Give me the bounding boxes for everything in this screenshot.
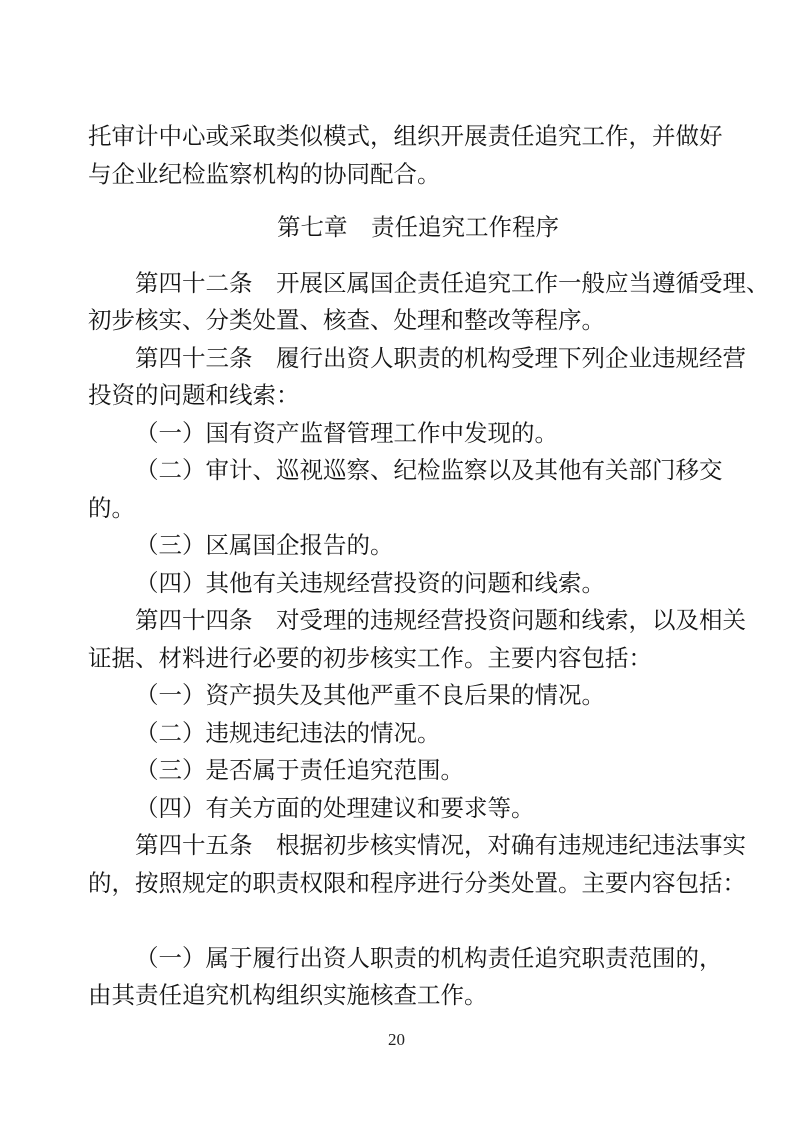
paragraph	[88, 752, 748, 790]
paragraph	[88, 790, 748, 828]
text-line: （二）违规违纪违法的情况。	[135, 719, 441, 746]
paragraph	[88, 677, 748, 715]
text-line: （一）国有资产监督管理工作中发现的。	[135, 419, 558, 446]
text-line: 第四十四条 对受理的违规经营投资问题和线索，以及相关	[135, 607, 746, 633]
text-line: （四）其他有关违规经营投资的问题和线索。	[135, 569, 605, 596]
paragraph	[88, 827, 748, 902]
paragraph	[88, 118, 748, 193]
text-line: 证据、材料进行必要的初步核实工作。主要内容包括：	[88, 644, 652, 671]
page-number: 20	[388, 1030, 405, 1049]
text-line: 的，按照规定的职责权限和程序进行分类处置。主要内容包括：	[88, 869, 746, 896]
text-line: （三）是否属于责任追究范围。	[135, 757, 464, 783]
paragraph	[88, 565, 748, 603]
document-body	[88, 118, 770, 1015]
text-line: 投资的问题和线索：	[88, 382, 300, 408]
text-line: 的。	[88, 494, 135, 521]
blank-line	[88, 902, 748, 940]
paragraph	[88, 415, 748, 453]
text-line: 第四十二条 开展区属国企责任追究工作一般应当遵循受理、	[135, 269, 770, 296]
text-line: （三）区属国企报告的。	[135, 532, 394, 558]
text-line: 由其责任追究机构组织实施核查工作。	[88, 982, 488, 1008]
paragraph	[88, 527, 748, 565]
text-line: （二）审计、巡视巡察、纪检监察以及其他有关部门移交	[135, 457, 723, 483]
paragraph	[88, 715, 748, 753]
text-line: 托审计中心或采取类似模式，组织开展责任追究工作，并做好	[88, 123, 723, 149]
text-line: （四）有关方面的处理建议和要求等。	[135, 794, 535, 821]
text-line: （一）属于履行出资人职责的机构责任追究职责范围的，	[135, 944, 723, 971]
text-line: 第四十五条 根据初步核实情况，对确有违规违纪违法事实	[135, 832, 746, 858]
paragraph	[88, 265, 770, 340]
chapter-heading-text: 第七章 责任追究工作程序	[277, 214, 559, 240]
paragraph	[88, 602, 748, 677]
paragraph	[88, 340, 748, 415]
text-line: 第四十三条 履行出资人职责的机构受理下列企业违规经营	[135, 344, 746, 371]
text-line: 初步核实、分类处置、核查、处理和整改等程序。	[88, 307, 605, 333]
chapter-heading	[88, 209, 748, 247]
paragraph	[88, 940, 748, 1015]
text-line: 与企业纪检监察机构的协同配合。	[88, 160, 441, 187]
paragraph	[88, 452, 748, 527]
text-line: （一）资产损失及其他严重不良后果的情况。	[135, 682, 605, 708]
